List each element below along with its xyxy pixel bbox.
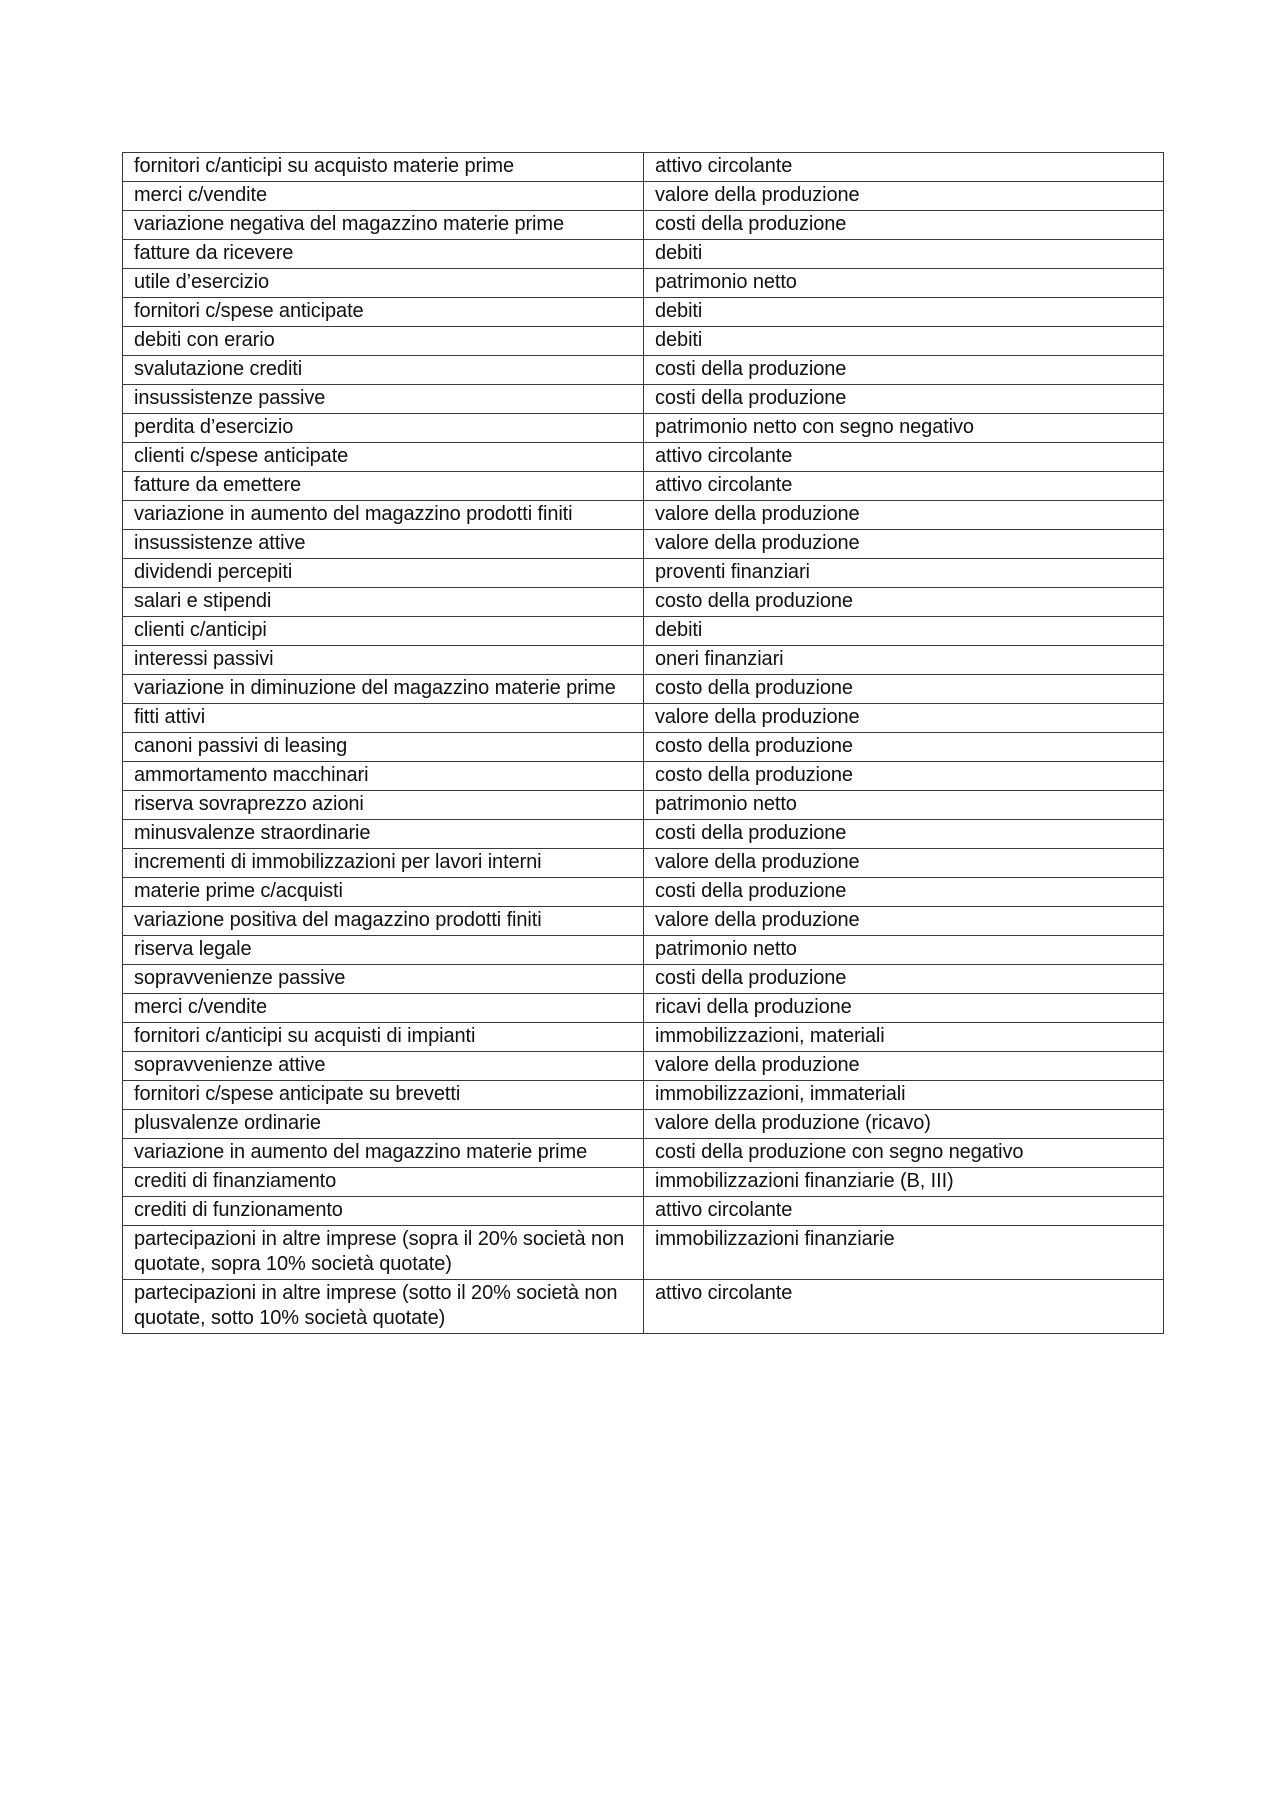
account-name-cell: riserva legale xyxy=(123,936,644,965)
account-name-cell: insussistenze attive xyxy=(123,530,644,559)
classification-cell: costo della produzione xyxy=(644,733,1164,762)
classification-cell: costo della produzione xyxy=(644,588,1164,617)
classification-cell: immobilizzazioni, materiali xyxy=(644,1023,1164,1052)
table-row xyxy=(123,443,1164,472)
account-name-cell: crediti di funzionamento xyxy=(123,1197,644,1226)
account-name-cell: insussistenze passive xyxy=(123,385,644,414)
account-name-cell: merci c/vendite xyxy=(123,994,644,1023)
account-name-cell: materie prime c/acquisti xyxy=(123,878,644,907)
table-body xyxy=(123,153,1164,1334)
table-row xyxy=(123,298,1164,327)
account-name-cell: fornitori c/anticipi su acquisto materie prime xyxy=(123,153,644,182)
classification-cell: attivo circolante xyxy=(644,443,1164,472)
table-row xyxy=(123,820,1164,849)
table-row xyxy=(123,414,1164,443)
classification-cell: debiti xyxy=(644,617,1164,646)
account-name-cell: variazione in diminuzione del magazzino materie prime xyxy=(123,675,644,704)
account-name-cell: partecipazioni in altre imprese (sotto il 20% società non quotate, sotto 10% società quotate) xyxy=(123,1280,644,1334)
table-row xyxy=(123,501,1164,530)
account-name-cell: fatture da emettere xyxy=(123,472,644,501)
table-row xyxy=(123,936,1164,965)
table-row xyxy=(123,153,1164,182)
classification-cell: costi della produzione xyxy=(644,820,1164,849)
classification-cell: immobilizzazioni finanziarie (B, III) xyxy=(644,1168,1164,1197)
account-name-cell: fornitori c/spese anticipate su brevetti xyxy=(123,1081,644,1110)
account-name-cell: salari e stipendi xyxy=(123,588,644,617)
account-name-cell: clienti c/anticipi xyxy=(123,617,644,646)
classification-cell: costi della produzione xyxy=(644,878,1164,907)
table-row xyxy=(123,1081,1164,1110)
account-name-cell: sopravvenienze passive xyxy=(123,965,644,994)
classification-cell: valore della produzione xyxy=(644,849,1164,878)
classification-cell: debiti xyxy=(644,240,1164,269)
account-name-cell: partecipazioni in altre imprese (sopra il 20% società non quotate, sopra 10% società quotate) xyxy=(123,1226,644,1280)
table-row xyxy=(123,327,1164,356)
account-name-cell: variazione in aumento del magazzino materie prime xyxy=(123,1139,644,1168)
classification-cell: costo della produzione xyxy=(644,762,1164,791)
table-row xyxy=(123,965,1164,994)
account-name-cell: dividendi percepiti xyxy=(123,559,644,588)
table-row xyxy=(123,211,1164,240)
account-name-cell: fornitori c/anticipi su acquisti di impianti xyxy=(123,1023,644,1052)
table-row xyxy=(123,907,1164,936)
classification-cell: patrimonio netto con segno negativo xyxy=(644,414,1164,443)
account-name-cell: fatture da ricevere xyxy=(123,240,644,269)
table-row xyxy=(123,1280,1164,1334)
classification-cell: debiti xyxy=(644,327,1164,356)
account-name-cell: riserva sovraprezzo azioni xyxy=(123,791,644,820)
table-row xyxy=(123,530,1164,559)
table-row xyxy=(123,588,1164,617)
classification-cell: costi della produzione xyxy=(644,211,1164,240)
account-name-cell: canoni passivi di leasing xyxy=(123,733,644,762)
classification-cell: costi della produzione xyxy=(644,356,1164,385)
classification-cell: valore della produzione xyxy=(644,182,1164,211)
table-row xyxy=(123,791,1164,820)
classification-cell: costi della produzione xyxy=(644,965,1164,994)
classification-cell: oneri finanziari xyxy=(644,646,1164,675)
table-row xyxy=(123,472,1164,501)
account-name-cell: incrementi di immobilizzazioni per lavori interni xyxy=(123,849,644,878)
classification-cell: costi della produzione con segno negativo xyxy=(644,1139,1164,1168)
table-row xyxy=(123,1197,1164,1226)
account-name-cell: clienti c/spese anticipate xyxy=(123,443,644,472)
table-row xyxy=(123,704,1164,733)
classification-cell: patrimonio netto xyxy=(644,936,1164,965)
classification-cell: valore della produzione xyxy=(644,501,1164,530)
table-row xyxy=(123,269,1164,298)
account-name-cell: variazione positiva del magazzino prodotti finiti xyxy=(123,907,644,936)
classification-cell: valore della produzione (ricavo) xyxy=(644,1110,1164,1139)
table-row xyxy=(123,646,1164,675)
table-row xyxy=(123,356,1164,385)
classification-cell: patrimonio netto xyxy=(644,791,1164,820)
accounts-classification-table xyxy=(122,152,1164,1334)
classification-cell: attivo circolante xyxy=(644,472,1164,501)
classification-cell: immobilizzazioni, immateriali xyxy=(644,1081,1164,1110)
table-row xyxy=(123,1139,1164,1168)
table-row xyxy=(123,182,1164,211)
account-name-cell: plusvalenze ordinarie xyxy=(123,1110,644,1139)
classification-cell: proventi finanziari xyxy=(644,559,1164,588)
account-name-cell: variazione negativa del magazzino materie prime xyxy=(123,211,644,240)
table-row xyxy=(123,1023,1164,1052)
account-name-cell: merci c/vendite xyxy=(123,182,644,211)
table-row xyxy=(123,878,1164,907)
account-name-cell: svalutazione crediti xyxy=(123,356,644,385)
table-row xyxy=(123,559,1164,588)
account-name-cell: crediti di finanziamento xyxy=(123,1168,644,1197)
classification-cell: valore della produzione xyxy=(644,704,1164,733)
table-row xyxy=(123,849,1164,878)
classification-cell: costo della produzione xyxy=(644,675,1164,704)
account-name-cell: variazione in aumento del magazzino prodotti finiti xyxy=(123,501,644,530)
account-name-cell: interessi passivi xyxy=(123,646,644,675)
classification-cell: attivo circolante xyxy=(644,1280,1164,1334)
account-name-cell: utile d’esercizio xyxy=(123,269,644,298)
account-name-cell: fitti attivi xyxy=(123,704,644,733)
account-name-cell: fornitori c/spese anticipate xyxy=(123,298,644,327)
classification-cell: valore della produzione xyxy=(644,907,1164,936)
classification-cell: valore della produzione xyxy=(644,530,1164,559)
table-row xyxy=(123,762,1164,791)
table-row xyxy=(123,1168,1164,1197)
classification-cell: attivo circolante xyxy=(644,1197,1164,1226)
table-row xyxy=(123,617,1164,646)
account-name-cell: debiti con erario xyxy=(123,327,644,356)
account-name-cell: perdita d’esercizio xyxy=(123,414,644,443)
account-name-cell: minusvalenze straordinarie xyxy=(123,820,644,849)
table-row xyxy=(123,994,1164,1023)
classification-cell: patrimonio netto xyxy=(644,269,1164,298)
classification-cell: valore della produzione xyxy=(644,1052,1164,1081)
classification-cell: ricavi della produzione xyxy=(644,994,1164,1023)
table-row xyxy=(123,1052,1164,1081)
table-row xyxy=(123,733,1164,762)
classification-cell: attivo circolante xyxy=(644,153,1164,182)
classification-cell: immobilizzazioni finanziarie xyxy=(644,1226,1164,1280)
table-row xyxy=(123,1226,1164,1280)
table-row xyxy=(123,1110,1164,1139)
account-name-cell: sopravvenienze attive xyxy=(123,1052,644,1081)
table-row xyxy=(123,675,1164,704)
table-row xyxy=(123,385,1164,414)
classification-cell: costi della produzione xyxy=(644,385,1164,414)
classification-cell: debiti xyxy=(644,298,1164,327)
account-name-cell: ammortamento macchinari xyxy=(123,762,644,791)
table-row xyxy=(123,240,1164,269)
